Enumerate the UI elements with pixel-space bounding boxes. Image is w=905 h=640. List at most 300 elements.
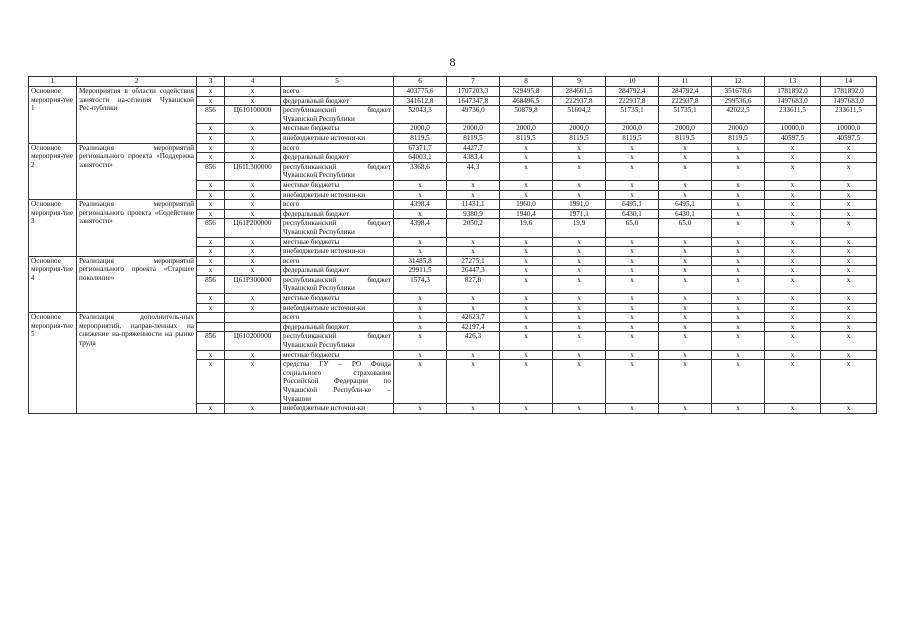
amount-cell: x [447,190,500,200]
amount-cell: x [765,332,821,350]
amount-cell: 2000,0 [447,124,500,134]
funding-source-cell: республиканский бюджет Чувашской Республики [281,219,394,237]
header-row [29,77,877,87]
amount-cell: x [765,190,821,200]
ministry-code-cell: x [197,360,225,404]
funding-source-cell: республиканский бюджет Чувашской Республики [281,106,394,124]
amount-cell: 4398,4 [394,200,447,210]
amount-cell: 284792,4 [606,87,659,97]
budget-code-cell [225,322,281,332]
amount-cell: 403775,6 [394,87,447,97]
ministry-code-cell: x [197,237,225,247]
amount-cell: x [821,322,877,332]
ministry-code-cell: 856 [197,275,225,293]
amount-cell: x [659,303,712,313]
budget-code-cell: x [225,209,281,219]
amount-cell: x [500,404,553,414]
amount-cell: 1960,0 [500,200,553,210]
amount-cell: x [765,294,821,304]
amount-cell: x [712,332,765,350]
amount-cell: 8119,5 [553,133,606,143]
amount-cell: x [447,404,500,414]
amount-cell: x [659,332,712,350]
funding-source-cell: федеральный бюджет [281,266,394,276]
amount-cell: 10000,0 [821,124,877,134]
measure-name-cell: Основное мероприя-тие 1 [29,87,77,144]
column-number-header: 8 [500,77,553,87]
ministry-code-cell: x [197,256,225,266]
funding-source-cell: внебюджетные источни-ки [281,133,394,143]
funding-source-cell: внебюджетные источни-ки [281,404,394,414]
amount-cell: x [394,350,447,360]
amount-cell: x [447,303,500,313]
amount-cell: x [394,303,447,313]
amount-cell: 19,6 [500,219,553,237]
amount-cell: x [553,275,606,293]
ministry-code-cell: x [197,143,225,153]
amount-cell: x [659,180,712,190]
budget-code-cell: x [225,247,281,257]
amount-cell: x [821,162,877,180]
amount-cell: 8119,5 [659,133,712,143]
amount-cell: x [500,180,553,190]
amount-cell: 2050,2 [447,219,500,237]
measure-name-cell: Основное мероприя-тие 5 [29,313,77,414]
amount-cell: x [500,350,553,360]
budget-code-cell: x [225,96,281,106]
amount-cell: x [606,153,659,163]
amount-cell: x [712,313,765,323]
amount-cell: x [606,322,659,332]
amount-cell: x [765,275,821,293]
amount-cell: 51735,1 [659,106,712,124]
amount-cell: x [659,404,712,414]
amount-cell: x [712,153,765,163]
amount-cell: 8119,5 [447,133,500,143]
amount-cell: x [821,219,877,237]
amount-cell: 6430,1 [659,209,712,219]
amount-cell: x [659,237,712,247]
amount-cell: 40597,5 [821,133,877,143]
amount-cell: x [765,237,821,247]
amount-cell: x [712,350,765,360]
budget-code-cell: x [225,180,281,190]
funding-source-cell: всего [281,313,394,323]
amount-cell: x [606,303,659,313]
ministry-code-cell: x [197,350,225,360]
amount-cell: 1940,4 [500,209,553,219]
ministry-code-cell: x [197,190,225,200]
amount-cell: x [606,162,659,180]
amount-cell: 1781892,0 [821,87,877,97]
column-number-header: 12 [712,77,765,87]
amount-cell: x [821,209,877,219]
budget-code-cell: x [225,124,281,134]
budget-code-cell: x [225,87,281,97]
amount-cell: 51604,2 [553,106,606,124]
amount-cell: x [765,200,821,210]
amount-cell: x [765,153,821,163]
budget-code-cell: x [225,256,281,266]
funding-source-cell: федеральный бюджет [281,96,394,106]
budget-code-cell: Ц61P300000 [225,275,281,293]
amount-cell: 284661,5 [553,87,606,97]
measure-description-cell: Реализация мероприятий регионального проекта «Старшее поколение» [77,256,197,313]
funding-source-cell: федеральный бюджет [281,322,394,332]
amount-cell: x [394,332,447,350]
amount-cell: x [712,247,765,257]
budget-code-cell: Ц610100000 [225,106,281,124]
amount-cell: x [447,180,500,190]
funding-source-cell: внебюджетные источни-ки [281,303,394,313]
page-number: 8 [449,55,456,69]
amount-cell: x [394,190,447,200]
amount-cell: 341612,8 [394,96,447,106]
amount-cell: x [765,313,821,323]
amount-cell: x [765,322,821,332]
ministry-code-cell: x [197,404,225,414]
budget-code-cell: Ц610200000 [225,332,281,350]
amount-cell: x [712,209,765,219]
amount-cell: 65,0 [606,219,659,237]
amount-cell: x [659,256,712,266]
ministry-code-cell: x [197,96,225,106]
amount-cell: 42197,4 [447,322,500,332]
amount-cell: x [447,247,500,257]
amount-cell: x [821,180,877,190]
ministry-code-cell: 856 [197,162,225,180]
amount-cell: 351678,6 [712,87,765,97]
ministry-code-cell: x [197,124,225,134]
column-number-header: 5 [281,77,394,87]
amount-cell: 426,3 [447,332,500,350]
amount-cell: 8119,5 [500,133,553,143]
amount-cell: x [821,360,877,404]
amount-cell: 64003,1 [394,153,447,163]
amount-cell: 6495,1 [659,200,712,210]
amount-cell: x [765,143,821,153]
budget-code-cell: x [225,266,281,276]
amount-cell: x [821,275,877,293]
amount-cell: x [553,322,606,332]
amount-cell: 49736,0 [447,106,500,124]
amount-cell: 42022,5 [712,106,765,124]
amount-cell: x [659,162,712,180]
amount-cell: x [821,313,877,323]
budget-code-cell: x [225,133,281,143]
amount-cell: 8119,5 [712,133,765,143]
amount-cell: x [765,180,821,190]
amount-cell: x [500,162,553,180]
amount-cell: 1707203,3 [447,87,500,97]
amount-cell: x [606,247,659,257]
amount-cell: x [712,256,765,266]
measure-name-cell: Основное мероприя-тие 2 [29,143,77,200]
amount-cell: 1971,1 [553,209,606,219]
amount-cell: x [447,350,500,360]
amount-cell: x [606,143,659,153]
amount-cell: 2000,0 [712,124,765,134]
amount-cell: 222937,8 [606,96,659,106]
budget-code-cell: x [225,237,281,247]
amount-cell: x [394,180,447,190]
amount-cell: x [606,275,659,293]
amount-cell: x [659,143,712,153]
amount-cell: x [553,303,606,313]
amount-cell: 51735,1 [606,106,659,124]
ministry-code-cell [197,313,225,323]
amount-cell: x [821,237,877,247]
funding-source-cell: федеральный бюджет [281,153,394,163]
table-row [29,256,877,266]
amount-cell: 2000,0 [553,124,606,134]
amount-cell: x [553,350,606,360]
column-number-header: 2 [77,77,197,87]
amount-cell: x [500,275,553,293]
funding-source-cell: внебюджетные источни-ки [281,247,394,257]
ministry-code-cell: x [197,180,225,190]
amount-cell: x [553,180,606,190]
amount-cell: 31485,8 [394,256,447,266]
amount-cell: x [821,266,877,276]
amount-cell: x [712,322,765,332]
amount-cell: x [821,190,877,200]
amount-cell: x [659,294,712,304]
amount-cell: x [712,200,765,210]
column-number-header: 13 [765,77,821,87]
funding-source-cell: внебюджетные источни-ки [281,190,394,200]
amount-cell: x [821,404,877,414]
table-row [29,200,877,210]
amount-cell: 222937,8 [659,96,712,106]
column-number-header: 9 [553,77,606,87]
amount-cell: x [500,143,553,153]
amount-cell: x [712,180,765,190]
table-row [29,313,877,323]
amount-cell: 299536,6 [712,96,765,106]
amount-cell: x [394,322,447,332]
amount-cell: 29911,5 [394,266,447,276]
amount-cell: 42623,7 [447,313,500,323]
amount-cell: x [712,219,765,237]
budget-code-cell: x [225,200,281,210]
funding-source-cell: местные бюджеты [281,180,394,190]
amount-cell: x [553,404,606,414]
amount-cell: x [553,256,606,266]
amount-cell: x [500,303,553,313]
budget-code-cell: Ц61P200000 [225,219,281,237]
funding-source-cell: местные бюджеты [281,294,394,304]
amount-cell: 233611,5 [765,106,821,124]
amount-cell: x [659,247,712,257]
amount-cell: 2000,0 [606,124,659,134]
amount-cell: 827,8 [447,275,500,293]
amount-cell: x [821,143,877,153]
amount-cell: x [712,190,765,200]
amount-cell: 52043,3 [394,106,447,124]
amount-cell: x [447,360,500,404]
funding-source-cell: федеральный бюджет [281,209,394,219]
amount-cell: x [659,350,712,360]
amount-cell: x [821,332,877,350]
funding-source-cell: всего [281,200,394,210]
ministry-code-cell: x [197,303,225,313]
budget-code-cell: x [225,153,281,163]
amount-cell: 6495,1 [606,200,659,210]
amount-cell: x [500,190,553,200]
amount-cell: x [394,313,447,323]
amount-cell: x [394,360,447,404]
budget-code-cell: x [225,190,281,200]
budget-code-cell: Ц61L300000 [225,162,281,180]
amount-cell: 8119,5 [394,133,447,143]
amount-cell: x [394,209,447,219]
amount-cell: 1497683,0 [821,96,877,106]
column-number-header: 4 [225,77,281,87]
amount-cell: x [765,404,821,414]
amount-cell: x [606,294,659,304]
amount-cell: x [712,266,765,276]
amount-cell: x [394,247,447,257]
amount-cell: 468496,5 [500,96,553,106]
amount-cell: x [765,266,821,276]
amount-cell: x [553,153,606,163]
amount-cell: x [712,162,765,180]
amount-cell: x [500,313,553,323]
amount-cell: 529495,8 [500,87,553,97]
budget-code-cell: x [225,360,281,404]
amount-cell: 8119,5 [606,133,659,143]
ministry-code-cell [197,322,225,332]
measure-name-cell: Основное мероприя-тие 3 [29,200,77,257]
amount-cell: 2000,0 [394,124,447,134]
table-body [29,77,877,414]
amount-cell: x [821,256,877,266]
budget-code-cell: x [225,143,281,153]
amount-cell: 11431,1 [447,200,500,210]
amount-cell: 1647347,8 [447,96,500,106]
amount-cell: x [821,303,877,313]
amount-cell: x [765,247,821,257]
ministry-code-cell: x [197,294,225,304]
amount-cell: x [659,266,712,276]
measure-description-cell: Мероприятия в области содействия занятости на-селения Чувашской Рес-публики [77,87,197,144]
amount-cell: x [553,294,606,304]
ministry-code-cell: 856 [197,106,225,124]
column-number-header: 1 [29,77,77,87]
amount-cell: 50879,8 [500,106,553,124]
measure-description-cell: Реализация мероприятий регионального проекта «Содействие занятости» [77,200,197,257]
funding-source-cell: всего [281,87,394,97]
amount-cell: 1574,3 [394,275,447,293]
funding-source-cell: местные бюджеты [281,350,394,360]
column-number-header: 14 [821,77,877,87]
ministry-code-cell: x [197,266,225,276]
amount-cell: x [447,237,500,247]
ministry-code-cell: x [197,209,225,219]
amount-cell: 67371,7 [394,143,447,153]
table-row [29,143,877,153]
amount-cell: x [500,294,553,304]
amount-cell: x [712,237,765,247]
amount-cell: x [553,143,606,153]
amount-cell: x [606,313,659,323]
amount-cell: x [606,360,659,404]
ministry-code-cell: x [197,153,225,163]
amount-cell: 9380,9 [447,209,500,219]
amount-cell: 1497683,0 [765,96,821,106]
ministry-code-cell: x [197,87,225,97]
ministry-code-cell: 856 [197,219,225,237]
amount-cell: 10000,0 [765,124,821,134]
column-number-header: 7 [447,77,500,87]
amount-cell: x [553,332,606,350]
amount-cell: x [553,162,606,180]
amount-cell: x [712,294,765,304]
measure-name-cell: Основное мероприя-тие 4 [29,256,77,313]
amount-cell: x [606,180,659,190]
amount-cell: 19,9 [553,219,606,237]
column-number-header: 11 [659,77,712,87]
funding-source-cell: республиканский бюджет Чувашской Республики [281,275,394,293]
amount-cell: x [606,256,659,266]
amount-cell: x [394,237,447,247]
amount-cell: x [712,275,765,293]
amount-cell: x [553,237,606,247]
amount-cell: 44,3 [447,162,500,180]
amount-cell: x [606,332,659,350]
amount-cell: x [659,360,712,404]
funding-source-cell: местные бюджеты [281,124,394,134]
amount-cell: x [821,294,877,304]
amount-cell: x [500,247,553,257]
amount-cell: x [606,266,659,276]
amount-cell: x [553,190,606,200]
amount-cell: x [553,266,606,276]
amount-cell: x [659,190,712,200]
funding-source-cell: всего [281,256,394,266]
amount-cell: x [394,294,447,304]
funding-source-cell: республиканский бюджет Чувашской Республики [281,332,394,350]
budget-code-cell: x [225,303,281,313]
amount-cell: x [553,360,606,404]
amount-cell: x [765,360,821,404]
amount-cell: 2000,0 [659,124,712,134]
amount-cell: x [712,404,765,414]
table-row [29,87,877,97]
amount-cell: x [394,404,447,414]
amount-cell: 26447,3 [447,266,500,276]
column-number-header: 6 [394,77,447,87]
amount-cell: x [821,153,877,163]
amount-cell: 6430,1 [606,209,659,219]
funding-source-cell: средства ГУ – РО Фонда социального страхования Российской Федерации по Чувашской Республи-ке – Чувашии [281,360,394,404]
funding-source-cell: местные бюджеты [281,237,394,247]
amount-cell: x [712,143,765,153]
amount-cell: x [500,322,553,332]
amount-cell: x [447,294,500,304]
amount-cell: x [659,153,712,163]
amount-cell: x [659,275,712,293]
budget-code-cell: x [225,294,281,304]
amount-cell: x [500,360,553,404]
budget-code-cell: x [225,404,281,414]
amount-cell: x [606,350,659,360]
amount-cell: 1991,0 [553,200,606,210]
amount-cell: x [500,256,553,266]
amount-cell: x [659,313,712,323]
amount-cell: 4427,7 [447,143,500,153]
